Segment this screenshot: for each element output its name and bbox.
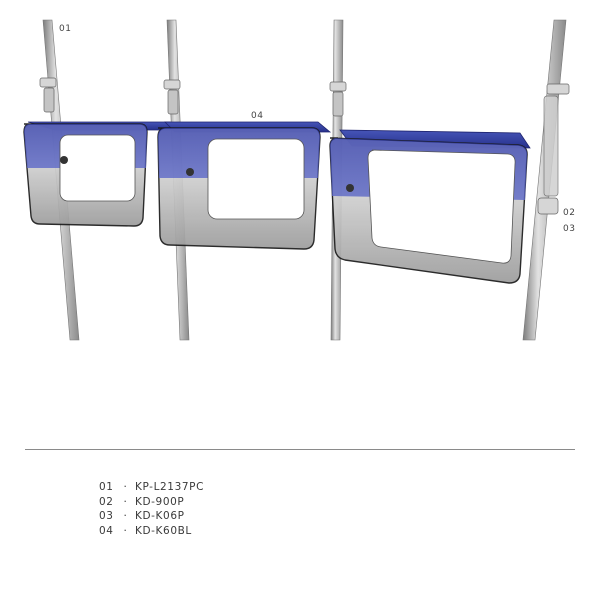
- legend-separator: ·: [123, 481, 128, 493]
- callout-02: 02: [563, 208, 576, 218]
- pole-clamp-2: [164, 80, 180, 114]
- callout-01: 01: [59, 24, 72, 34]
- legend-part-code: KD-900P: [135, 495, 185, 508]
- divider: [25, 449, 575, 450]
- legend-separator: ·: [123, 510, 128, 522]
- callout-04: 04: [251, 111, 264, 121]
- legend-item: [99, 480, 204, 495]
- legend-separator: ·: [123, 524, 128, 537]
- legend-number: 02: [99, 495, 114, 508]
- acrylic-box-shelf-b: [158, 122, 330, 249]
- legend-separator: ·: [123, 495, 128, 508]
- parts-legend: [99, 480, 204, 538]
- legend-number: 04: [99, 524, 114, 537]
- legend-part-code: KP-L2137PC: [135, 481, 205, 493]
- legend-part-code: KD-K06P: [135, 510, 185, 522]
- legend-item: [99, 495, 204, 510]
- legend-number: 03: [99, 510, 114, 522]
- legend-number: 01: [99, 481, 114, 493]
- legend-item: [99, 524, 204, 539]
- acrylic-box-shelf-c: [330, 130, 530, 283]
- pole-clamp-1: [40, 78, 56, 112]
- pole-clamp-3: [330, 82, 346, 116]
- legend-part-code: KD-K60BL: [135, 524, 192, 537]
- callout-03: 03: [563, 224, 576, 234]
- legend-item: [99, 509, 204, 524]
